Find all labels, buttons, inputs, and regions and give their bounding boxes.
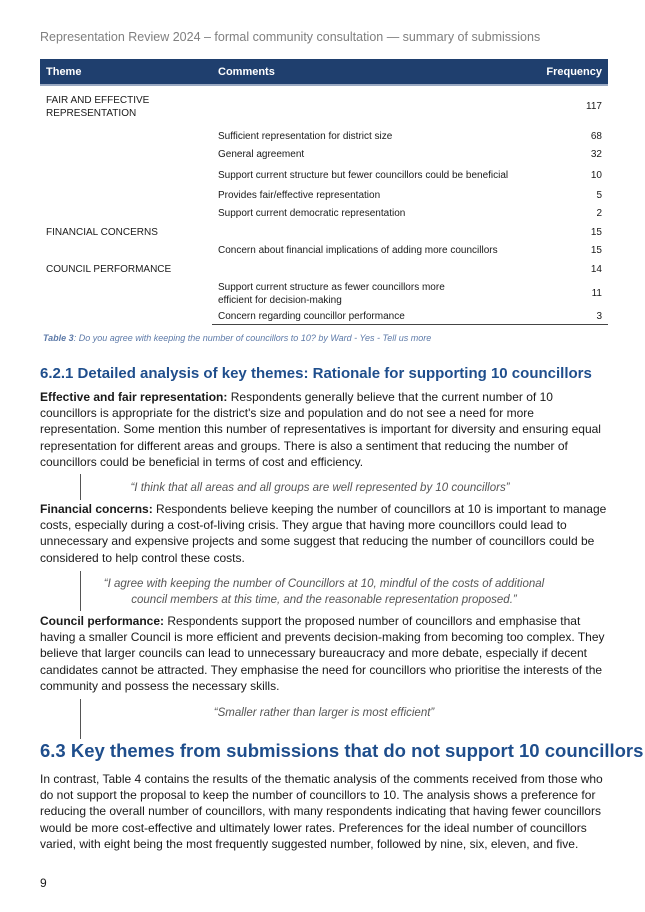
theme-cell: [40, 164, 212, 186]
table-row: [40, 242, 608, 261]
comment-cell: Concern about financial implications of adding more councillors: [218, 245, 498, 257]
paragraph-council-performance: [40, 613, 608, 694]
theme-cell: [40, 205, 212, 224]
section-63-heading: 6.3 Key themes from submissions that do not support 10 councillors: [40, 740, 644, 761]
frequency-cell: 15: [590, 245, 602, 257]
paragraph-section-63: In contrast, Table 4 contains the results of the thematic analysis of the comments received from those who do not support the proposal to keep the number of councillors to 10. The analysis shows a preference for reducing the overall number of councillors, with many respondents indicating that having fewer councillors would be more cost-effective and ultimately lower rates. Preferences for the ideal number of councillors varied, with eight being the most frequently suggested number, followed by nine, six, eleven, and five.: [40, 772, 603, 851]
table-row: [40, 146, 608, 165]
frequency-cell: 5: [596, 189, 602, 201]
comment-cell: [212, 223, 540, 242]
theme-cell: [40, 279, 212, 309]
paragraph-body: Respondents believe keeping the number of councillors at 10 is important to manage costs, especially during a cost-of-living crisis. They argue that having more councillors could lead to unnecessary and expensive projects and some suggest that reducing the number of councillors could be considered to help control these costs.: [40, 502, 607, 565]
table-row: [40, 186, 608, 205]
page-number: 9: [40, 876, 47, 890]
quote-efficiency: “Smaller rather than larger is most efficient”: [213, 707, 435, 719]
comment-cell: Support current structure but fewer councillors could be beneficial: [218, 169, 509, 181]
comment-cell: General agreement: [218, 149, 305, 161]
quote-bar: [80, 699, 81, 739]
comment-cell: Concern regarding councillor performance: [212, 309, 540, 325]
theme-cell: [40, 309, 212, 325]
table-header-row: [40, 59, 608, 85]
theme-column-header: Theme: [40, 59, 212, 85]
frequency-cell: 15: [590, 226, 602, 238]
paragraph-lead: Effective and fair representation:: [40, 390, 228, 404]
frequency-cell: 11: [591, 288, 602, 299]
comment-cell: [212, 260, 540, 279]
page-header: Representation Review 2024 – formal community consultation — summary of submissions: [40, 30, 541, 44]
frequency-column-header: Frequency: [540, 59, 608, 85]
theme-cell: COUNCIL PERFORMANCE: [46, 263, 172, 275]
paragraph-body: Respondents generally believe that the current number of 10 councillors is appropriate for the district's size and population and do not see a need for more representation. Some mention this number of representatives is important for diversity and ensuring equal representation for different areas and groups. There is also a sentiment that reducing the number of councillors could be beneficial in terms of cost and efficiency.: [40, 390, 601, 469]
comments-column-header: Comments: [212, 59, 540, 85]
table-row: [40, 164, 608, 186]
theme-cell: [40, 146, 212, 165]
table-row: [40, 279, 608, 309]
quote-bar: [80, 571, 81, 611]
theme-cell: FAIR AND EFFECTIVE REPRESENTATION: [46, 94, 150, 119]
paragraph-effective-representation: [40, 389, 608, 470]
table-row: [40, 309, 608, 325]
paragraph-financial-concerns: [40, 501, 608, 566]
paragraph-body: Respondents support the proposed number of councillors and emphasise that having a smaller Council is more efficient and prevents decision-making from becoming too complex. They believe that larger councils can lead to unnecessary bureaucracy and more debate, especially if decent candidates cannot be attracted. They emphasise the need for councillors who prioritise the interests of the community and possess the necessary skills.: [40, 614, 605, 693]
table-row: [40, 260, 608, 279]
comment-cell: [212, 85, 540, 127]
comment-cell: Sufficient representation for district size: [218, 130, 393, 142]
theme-cell: [40, 242, 212, 261]
quote-costs: “I agree with keeping the number of Councillors at 10, mindful of the costs of additional council members at this time, and the reasonable representation proposed.”: [103, 578, 545, 606]
section-621-heading: 6.2.1 Detailed analysis of key themes: Rationale for supporting 10 councillors: [40, 365, 592, 382]
frequency-cell: 32: [590, 149, 602, 161]
theme-cell: FINANCIAL CONCERNS: [46, 226, 158, 238]
paragraph-lead: Financial concerns:: [40, 502, 153, 516]
comment-cell: Provides fair/effective representation: [218, 189, 381, 201]
quote-bar: [80, 474, 81, 500]
caption-text: : Do you agree with keeping the number of councillors to 10? by Ward - Yes - Tell us more: [73, 333, 432, 343]
comment-cell: Support current structure as fewer councillors more efficient for decision-making: [218, 281, 445, 306]
paragraph-lead: Council performance:: [40, 614, 165, 628]
table-row: [40, 205, 608, 224]
table-row: [40, 223, 608, 242]
frequency-cell: 14: [590, 263, 602, 275]
frequency-cell: 68: [590, 130, 602, 142]
table-caption: [43, 333, 431, 343]
themes-table: [40, 59, 608, 325]
frequency-cell: 2: [596, 208, 602, 220]
table-row: [40, 85, 608, 127]
frequency-cell: 117: [586, 101, 602, 112]
frequency-cell: 10: [590, 169, 602, 181]
comment-cell: Support current democratic representation: [218, 208, 406, 220]
caption-label: Table 3: [43, 333, 74, 343]
theme-cell: [40, 186, 212, 205]
frequency-cell: 3: [540, 309, 608, 325]
quote-representation: “I think that all areas and all groups are well represented by 10 councillors”: [130, 482, 510, 494]
table-row: [40, 127, 608, 146]
theme-cell: [40, 127, 212, 146]
